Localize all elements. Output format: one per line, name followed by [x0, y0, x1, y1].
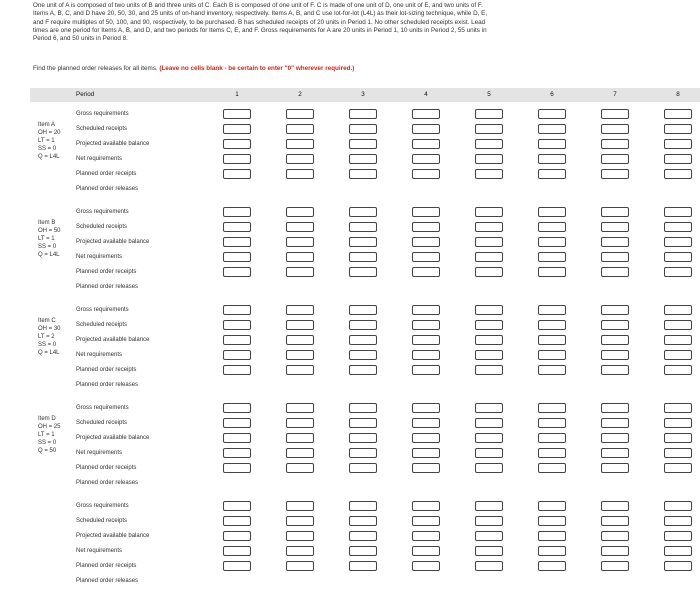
- period-cell-input[interactable]: [349, 448, 377, 458]
- period-cell-input[interactable]: [412, 403, 440, 413]
- period-cell-input[interactable]: [286, 365, 314, 375]
- period-cell-input[interactable]: [475, 109, 503, 119]
- row-label: Scheduled receipts: [76, 126, 128, 132]
- period-cell-input[interactable]: [664, 433, 692, 443]
- item-block: [30, 299, 700, 397]
- row-label: Gross requirements: [76, 503, 129, 509]
- period-cell-input[interactable]: [349, 350, 377, 360]
- mrp-row: [30, 250, 700, 265]
- period-cell-input[interactable]: [286, 403, 314, 413]
- period-cell-input[interactable]: [412, 561, 440, 571]
- period-cell-input[interactable]: [223, 237, 251, 247]
- mrp-row: [30, 318, 700, 333]
- period-cell-input[interactable]: [223, 403, 251, 413]
- period-cell-input[interactable]: [223, 305, 251, 315]
- period-cell-input[interactable]: [475, 448, 503, 458]
- period-cell-input[interactable]: [664, 335, 692, 345]
- period-cell-input[interactable]: [538, 403, 566, 413]
- mrp-row: [30, 303, 700, 318]
- period-cell-input[interactable]: [223, 350, 251, 360]
- period-cell-input[interactable]: [412, 546, 440, 556]
- period-cell-input[interactable]: [664, 403, 692, 413]
- period-cell-input[interactable]: [601, 561, 629, 571]
- period-cell-input[interactable]: [286, 124, 314, 134]
- period-cell-input[interactable]: [223, 335, 251, 345]
- period-cell-input[interactable]: [664, 222, 692, 232]
- period-cell-input[interactable]: [601, 305, 629, 315]
- period-cell-input[interactable]: [349, 169, 377, 179]
- mrp-row: [30, 348, 700, 363]
- item-parameters: Item A OH = 20 LT = 1 SS = 0 Q = L4L: [38, 122, 61, 160]
- instruction-line: [33, 65, 354, 72]
- period-cell-input[interactable]: [601, 252, 629, 262]
- period-cell-input[interactable]: [349, 433, 377, 443]
- period-cell-input[interactable]: [349, 418, 377, 428]
- period-cell-input[interactable]: [664, 252, 692, 262]
- period-cell-input[interactable]: [475, 516, 503, 526]
- problem-statement: One unit of A is composed of two units of B and three units of C. Each B is composed of one unit of F. C is made of one unit of D, one unit of E, and two units of F. Items A, B, C, and D have 20, 50, 30, and 25 units of on-hand inventory, respectively. Items A, B, and C use lot-for-lot (L4L) as their lot-sizing technique, while D, E, and F require multiples of 50, 100, and 90, respectively, to be purchased. B has scheduled receipts of 20 units in Period 1. No other scheduled receipts exist. Lead times are one period for Items A, B, and D, and two periods for Items C, E, and F. Gross requirements for A are 20 units in Period 1, 10 units in Period 2, 55 units in Period 6, and 50 units in Period 8.: [33, 2, 488, 43]
- period-cell-input[interactable]: [412, 531, 440, 541]
- period-cell-input[interactable]: [601, 350, 629, 360]
- period-cell-input[interactable]: [349, 320, 377, 330]
- period-number: 1: [235, 91, 239, 98]
- period-cell-input[interactable]: [349, 561, 377, 571]
- period-cell-input[interactable]: [412, 169, 440, 179]
- period-cell-input[interactable]: [664, 139, 692, 149]
- period-cell-input[interactable]: [349, 222, 377, 232]
- period-cell-input[interactable]: [538, 124, 566, 134]
- period-number: 2: [298, 91, 302, 98]
- period-cell-input[interactable]: [475, 237, 503, 247]
- period-cell-input[interactable]: [286, 418, 314, 428]
- period-cell-input[interactable]: [664, 516, 692, 526]
- period-cell-input[interactable]: [412, 139, 440, 149]
- period-cell-input[interactable]: [286, 516, 314, 526]
- period-cell-input[interactable]: [475, 403, 503, 413]
- mrp-row: [30, 378, 700, 393]
- mrp-row: [30, 574, 700, 589]
- period-cell-input[interactable]: [412, 154, 440, 164]
- mrp-row: [30, 137, 700, 152]
- mrp-row: [30, 333, 700, 348]
- instruction-warning: (Leave no cells blank - be certain to enter "0" wherever required.): [159, 65, 355, 72]
- period-cell-input[interactable]: [475, 139, 503, 149]
- period-cell-input[interactable]: [601, 433, 629, 443]
- period-cell-input[interactable]: [223, 561, 251, 571]
- row-label: Planned order receipts: [76, 269, 137, 275]
- item-block: [30, 201, 700, 299]
- row-label: Gross requirements: [76, 111, 129, 117]
- period-cell-input[interactable]: [538, 320, 566, 330]
- mrp-row: [30, 544, 700, 559]
- row-label: Projected available balance: [76, 435, 150, 441]
- period-cell-input[interactable]: [223, 267, 251, 277]
- period-cell-input[interactable]: [349, 463, 377, 473]
- period-cell-input[interactable]: [538, 516, 566, 526]
- period-cell-input[interactable]: [664, 169, 692, 179]
- period-cell-input[interactable]: [601, 154, 629, 164]
- row-label: Net requirements: [76, 254, 123, 260]
- row-label: Planned order receipts: [76, 171, 137, 177]
- period-cell-input[interactable]: [475, 305, 503, 315]
- period-cell-input[interactable]: [664, 531, 692, 541]
- mrp-row: [30, 220, 700, 235]
- period-cell-input[interactable]: [286, 252, 314, 262]
- period-cell-input[interactable]: [601, 169, 629, 179]
- mrp-row: [30, 205, 700, 220]
- row-label: Net requirements: [76, 156, 123, 162]
- period-cell-input[interactable]: [286, 350, 314, 360]
- period-cell-input[interactable]: [538, 305, 566, 315]
- mrp-row: [30, 167, 700, 182]
- period-cell-input[interactable]: [349, 267, 377, 277]
- period-cell-input[interactable]: [412, 418, 440, 428]
- period-cell-input[interactable]: [349, 365, 377, 375]
- period-number: 7: [613, 91, 617, 98]
- period-cell-input[interactable]: [223, 365, 251, 375]
- period-cell-input[interactable]: [538, 418, 566, 428]
- period-cell-input[interactable]: [412, 252, 440, 262]
- period-cell-input[interactable]: [601, 222, 629, 232]
- period-cell-input[interactable]: [412, 267, 440, 277]
- row-label: Gross requirements: [76, 405, 129, 411]
- period-cell-input[interactable]: [223, 463, 251, 473]
- period-cell-input[interactable]: [475, 335, 503, 345]
- row-label: Planned order releases: [76, 382, 139, 388]
- period-cell-input[interactable]: [223, 516, 251, 526]
- period-cell-input[interactable]: [538, 561, 566, 571]
- mrp-row: [30, 401, 700, 416]
- period-cell-input[interactable]: [286, 267, 314, 277]
- period-cell-input[interactable]: [412, 365, 440, 375]
- mrp-row: [30, 235, 700, 250]
- period-cell-input[interactable]: [286, 305, 314, 315]
- period-cell-input[interactable]: [664, 237, 692, 247]
- mrp-row: [30, 559, 700, 574]
- item-parameters: Item C OH = 30 LT = 2 SS = 0 Q = L4L: [38, 318, 61, 356]
- period-cell-input[interactable]: [223, 109, 251, 119]
- period-cell-input[interactable]: [538, 207, 566, 217]
- period-number: 3: [361, 91, 365, 98]
- row-label: Gross requirements: [76, 307, 129, 313]
- item-parameters: Item D OH = 25 LT = 1 SS = 0 Q = 50: [38, 416, 61, 454]
- period-cell-input[interactable]: [475, 154, 503, 164]
- mrp-table: [30, 88, 700, 584]
- period-cell-input[interactable]: [286, 433, 314, 443]
- period-cell-input[interactable]: [412, 237, 440, 247]
- period-cell-input[interactable]: [664, 154, 692, 164]
- period-cell-input[interactable]: [349, 516, 377, 526]
- mrp-row: [30, 416, 700, 431]
- period-cell-input[interactable]: [664, 305, 692, 315]
- period-cell-input[interactable]: [286, 448, 314, 458]
- period-cell-input[interactable]: [349, 154, 377, 164]
- period-cell-input[interactable]: [538, 546, 566, 556]
- period-cell-input[interactable]: [475, 546, 503, 556]
- period-cell-input[interactable]: [412, 207, 440, 217]
- period-cell-input[interactable]: [412, 222, 440, 232]
- period-cell-input[interactable]: [664, 207, 692, 217]
- period-cell-input[interactable]: [538, 237, 566, 247]
- period-cell-input[interactable]: [223, 418, 251, 428]
- mrp-row: [30, 514, 700, 529]
- period-cell-input[interactable]: [664, 365, 692, 375]
- mrp-row: [30, 363, 700, 378]
- row-label: Scheduled receipts: [76, 420, 128, 426]
- period-cell-input[interactable]: [601, 124, 629, 134]
- period-header-label: Period: [76, 91, 95, 98]
- mrp-row: [30, 107, 700, 122]
- mrp-row: [30, 152, 700, 167]
- period-cell-input[interactable]: [538, 350, 566, 360]
- period-cell-input[interactable]: [349, 305, 377, 315]
- row-label: Projected available balance: [76, 141, 150, 147]
- period-cell-input[interactable]: [412, 305, 440, 315]
- row-label: Planned order releases: [76, 578, 139, 584]
- period-cell-input[interactable]: [286, 237, 314, 247]
- period-cell-input[interactable]: [475, 267, 503, 277]
- period-cell-input[interactable]: [349, 403, 377, 413]
- item-block: [30, 103, 700, 201]
- period-cell-input[interactable]: [475, 531, 503, 541]
- period-cell-input[interactable]: [412, 335, 440, 345]
- period-cell-input[interactable]: [475, 561, 503, 571]
- period-number: 8: [676, 91, 680, 98]
- row-label: Planned order receipts: [76, 367, 137, 373]
- period-cell-input[interactable]: [601, 320, 629, 330]
- mrp-row: [30, 446, 700, 461]
- period-cell-input[interactable]: [412, 109, 440, 119]
- period-cell-input[interactable]: [286, 501, 314, 511]
- period-cell-input[interactable]: [286, 207, 314, 217]
- period-cell-input[interactable]: [412, 350, 440, 360]
- period-header-row: [30, 88, 700, 102]
- period-cell-input[interactable]: [538, 433, 566, 443]
- period-cell-input[interactable]: [601, 207, 629, 217]
- item-parameters: Item B OH = 50 LT = 1 SS = 0 Q = L4L: [38, 220, 61, 258]
- period-cell-input[interactable]: [349, 252, 377, 262]
- period-cell-input[interactable]: [286, 463, 314, 473]
- period-cell-input[interactable]: [538, 501, 566, 511]
- period-cell-input[interactable]: [601, 463, 629, 473]
- period-cell-input[interactable]: [475, 463, 503, 473]
- period-cell-input[interactable]: [538, 109, 566, 119]
- period-cell-input[interactable]: [223, 124, 251, 134]
- period-cell-input[interactable]: [286, 531, 314, 541]
- period-cell-input[interactable]: [223, 252, 251, 262]
- period-cell-input[interactable]: [286, 320, 314, 330]
- period-cell-input[interactable]: [601, 267, 629, 277]
- period-cell-input[interactable]: [286, 169, 314, 179]
- period-cell-input[interactable]: [538, 139, 566, 149]
- period-cell-input[interactable]: [412, 124, 440, 134]
- row-label: Net requirements: [76, 352, 123, 358]
- period-cell-input[interactable]: [475, 365, 503, 375]
- period-cell-input[interactable]: [601, 237, 629, 247]
- period-cell-input[interactable]: [412, 448, 440, 458]
- period-cell-input[interactable]: [349, 139, 377, 149]
- period-cell-input[interactable]: [412, 501, 440, 511]
- mrp-row: [30, 461, 700, 476]
- mrp-row: [30, 280, 700, 295]
- period-number: 6: [550, 91, 554, 98]
- period-cell-input[interactable]: [223, 222, 251, 232]
- row-label: Projected available balance: [76, 239, 150, 245]
- period-cell-input[interactable]: [664, 418, 692, 428]
- period-cell-input[interactable]: [664, 320, 692, 330]
- period-cell-input[interactable]: [349, 531, 377, 541]
- period-cell-input[interactable]: [223, 546, 251, 556]
- row-label: Net requirements: [76, 450, 123, 456]
- period-cell-input[interactable]: [475, 418, 503, 428]
- period-cell-input[interactable]: [475, 501, 503, 511]
- period-cell-input[interactable]: [286, 546, 314, 556]
- period-cell-input[interactable]: [475, 124, 503, 134]
- mrp-row: [30, 182, 700, 197]
- period-cell-input[interactable]: [538, 463, 566, 473]
- row-label: Planned order receipts: [76, 465, 137, 471]
- period-cell-input[interactable]: [412, 433, 440, 443]
- period-cell-input[interactable]: [664, 561, 692, 571]
- period-cell-input[interactable]: [223, 501, 251, 511]
- period-cell-input[interactable]: [349, 237, 377, 247]
- period-cell-input[interactable]: [538, 154, 566, 164]
- period-cell-input[interactable]: [538, 448, 566, 458]
- row-label: Planned order releases: [76, 480, 139, 486]
- period-cell-input[interactable]: [601, 139, 629, 149]
- period-cell-input[interactable]: [664, 463, 692, 473]
- mrp-row: [30, 431, 700, 446]
- period-cell-input[interactable]: [664, 350, 692, 360]
- row-label: Net requirements: [76, 548, 123, 554]
- period-cell-input[interactable]: [538, 365, 566, 375]
- row-label: Planned order receipts: [76, 563, 137, 569]
- period-cell-input[interactable]: [349, 109, 377, 119]
- period-cell-input[interactable]: [538, 267, 566, 277]
- period-cell-input[interactable]: [475, 169, 503, 179]
- period-cell-input[interactable]: [349, 546, 377, 556]
- period-cell-input[interactable]: [286, 154, 314, 164]
- period-cell-input[interactable]: [475, 433, 503, 443]
- period-cell-input[interactable]: [286, 109, 314, 119]
- period-cell-input[interactable]: [664, 448, 692, 458]
- period-cell-input[interactable]: [538, 252, 566, 262]
- row-label: Planned order releases: [76, 284, 139, 290]
- item-block: [30, 397, 700, 495]
- period-cell-input[interactable]: [223, 139, 251, 149]
- period-cell-input[interactable]: [601, 546, 629, 556]
- period-cell-input[interactable]: [412, 320, 440, 330]
- period-cell-input[interactable]: [286, 222, 314, 232]
- period-cell-input[interactable]: [223, 169, 251, 179]
- period-cell-input[interactable]: [475, 222, 503, 232]
- item-block: [30, 495, 700, 593]
- period-cell-input[interactable]: [601, 418, 629, 428]
- row-label: Scheduled receipts: [76, 518, 128, 524]
- period-cell-input[interactable]: [664, 109, 692, 119]
- period-cell-input[interactable]: [664, 267, 692, 277]
- period-cell-input[interactable]: [475, 320, 503, 330]
- period-cell-input[interactable]: [412, 516, 440, 526]
- period-cell-input[interactable]: [412, 463, 440, 473]
- row-label: Gross requirements: [76, 209, 129, 215]
- period-cell-input[interactable]: [601, 109, 629, 119]
- period-cell-input[interactable]: [664, 546, 692, 556]
- period-number: 4: [424, 91, 428, 98]
- period-cell-input[interactable]: [601, 516, 629, 526]
- period-cell-input[interactable]: [286, 335, 314, 345]
- period-cell-input[interactable]: [223, 207, 251, 217]
- period-cell-input[interactable]: [601, 448, 629, 458]
- period-cell-input[interactable]: [223, 433, 251, 443]
- instruction-text: Find the planned order releases for all items.: [33, 65, 158, 72]
- mrp-row: [30, 476, 700, 491]
- period-cell-input[interactable]: [349, 207, 377, 217]
- period-cell-input[interactable]: [601, 531, 629, 541]
- mrp-row: [30, 122, 700, 137]
- period-cell-input[interactable]: [223, 320, 251, 330]
- period-cell-input[interactable]: [349, 501, 377, 511]
- period-cell-input[interactable]: [538, 335, 566, 345]
- row-label: Projected available balance: [76, 337, 150, 343]
- period-cell-input[interactable]: [475, 350, 503, 360]
- period-cell-input[interactable]: [664, 501, 692, 511]
- period-number: 5: [487, 91, 491, 98]
- period-cell-input[interactable]: [223, 154, 251, 164]
- period-cell-input[interactable]: [601, 365, 629, 375]
- period-cell-input[interactable]: [475, 207, 503, 217]
- period-cell-input[interactable]: [601, 335, 629, 345]
- period-cell-input[interactable]: [601, 501, 629, 511]
- period-cell-input[interactable]: [664, 124, 692, 134]
- mrp-row: [30, 499, 700, 514]
- period-cell-input[interactable]: [475, 252, 503, 262]
- row-label: Projected available balance: [76, 533, 150, 539]
- period-cell-input[interactable]: [349, 124, 377, 134]
- period-cell-input[interactable]: [601, 403, 629, 413]
- row-label: Scheduled receipts: [76, 322, 128, 328]
- period-cell-input[interactable]: [349, 335, 377, 345]
- period-cell-input[interactable]: [286, 139, 314, 149]
- period-cell-input[interactable]: [286, 561, 314, 571]
- mrp-row: [30, 265, 700, 280]
- period-cell-input[interactable]: [223, 448, 251, 458]
- mrp-row: [30, 529, 700, 544]
- period-cell-input[interactable]: [538, 169, 566, 179]
- row-label: Scheduled receipts: [76, 224, 128, 230]
- row-label: Planned order releases: [76, 186, 139, 192]
- period-cell-input[interactable]: [223, 531, 251, 541]
- period-cell-input[interactable]: [538, 531, 566, 541]
- period-cell-input[interactable]: [538, 222, 566, 232]
